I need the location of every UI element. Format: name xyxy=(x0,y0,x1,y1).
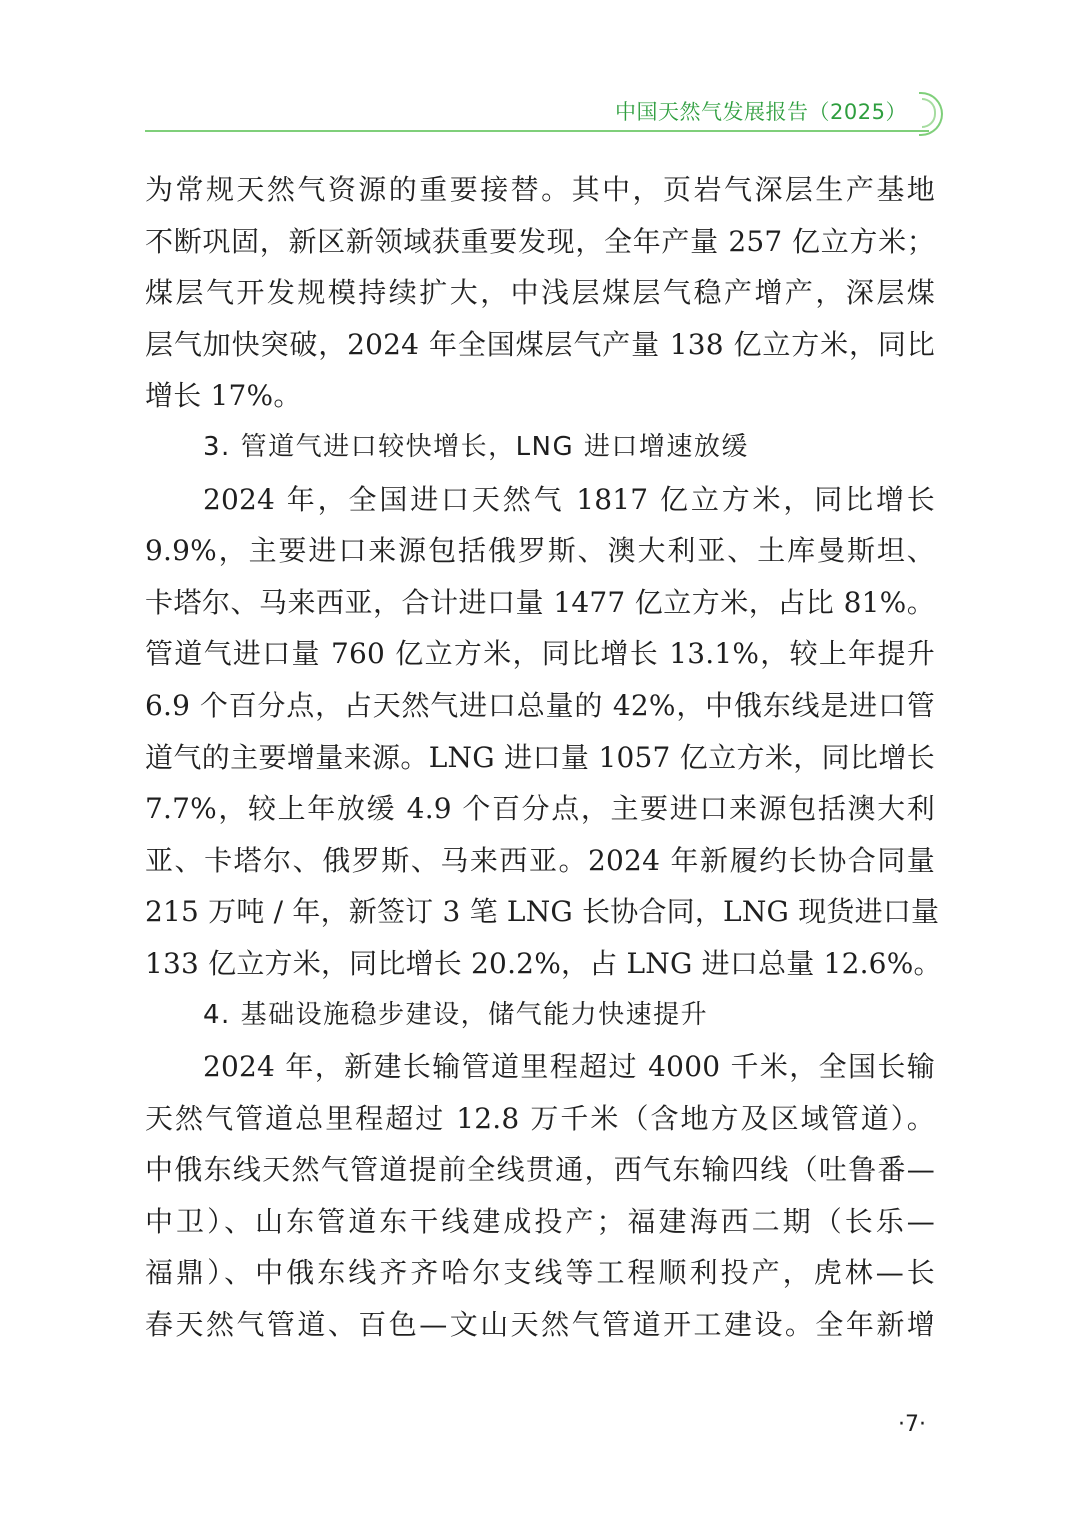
paragraph-line: 中俄东线天然气管道提前全线贯通，西气东输四线（吐鲁番— xyxy=(145,1153,935,1187)
paragraph-line: 煤层气开发规模持续扩大，中浅层煤层气稳产增产，深层煤 xyxy=(145,276,935,310)
paragraph-line: 增长 17%。 xyxy=(145,379,302,413)
section-heading-4: 4. 基础设施稳步建设，储气能力快速提升 xyxy=(203,999,709,1030)
paragraph-line: 福鼎）、中俄东线齐齐哈尔支线等工程顺利投产，虎林—长 xyxy=(145,1256,935,1290)
paragraph-line: 不断巩固，新区新领域获重要发现，全年产量 257 亿立方米； xyxy=(145,224,935,258)
section-heading-3: 3. 管道气进口较快增长，LNG 进口增速放缓 xyxy=(203,431,749,462)
paragraph-line: 7.7%，较上年放缓 4.9 个百分点，主要进口来源包括澳大利 xyxy=(145,792,935,826)
paragraph-line: 为常规天然气资源的重要接替。其中，页岩气深层生产基地 xyxy=(145,173,935,206)
paragraph-line: 春天然气管道、百色—文山天然气管道开工建设。全年新增 xyxy=(145,1308,935,1342)
paragraph-line: 天然气管道总里程超过 12.8 万千米（含地方及区域管道）。 xyxy=(145,1101,935,1135)
paragraph-line: 2024 年，新建长输管道里程超过 4000 千米，全国长输 xyxy=(203,1050,935,1084)
paragraph-line: 2024 年，全国进口天然气 1817 亿立方米，同比增长 xyxy=(203,482,935,516)
paragraph-line: 亚、卡塔尔、俄罗斯、马来西亚。2024 年新履约长协合同量 xyxy=(145,843,935,877)
header-rule xyxy=(145,130,929,132)
page-number: ·7· xyxy=(898,1412,926,1437)
page-body xyxy=(145,164,942,1351)
paragraph-line: 215 万吨 / 年，新签订 3 笔 LNG 长协合同，LNG 现货进口量 xyxy=(145,895,940,929)
paragraph-line: 道气的主要增量来源。LNG 进口量 1057 亿立方米，同比增长 xyxy=(145,740,935,774)
running-header xyxy=(145,92,943,136)
paragraph-line: 管道气进口量 760 亿立方米，同比增长 13.1%，较上年提升 xyxy=(145,637,935,671)
paragraph-line: 133 亿立方米，同比增长 20.2%，占 LNG 进口总量 12.6%。 xyxy=(145,946,942,980)
paragraph-line: 层气加快突破，2024 年全国煤层气产量 138 亿立方米，同比 xyxy=(145,327,935,361)
paragraph-line: 6.9 个百分点，占天然气进口总量的 42%，中俄东线是进口管 xyxy=(145,688,935,722)
paragraph-line: 卡塔尔、马来西亚，合计进口量 1477 亿立方米，占比 81%。 xyxy=(145,585,935,619)
paragraph-line: 9.9%，主要进口来源包括俄罗斯、澳大利亚、土库曼斯坦、 xyxy=(145,534,935,568)
header-title: 中国天然气发展报告（2025） xyxy=(615,100,907,124)
paragraph-line: 中卫）、山东管道东干线建成投产；福建海西二期（长乐— xyxy=(145,1204,935,1238)
